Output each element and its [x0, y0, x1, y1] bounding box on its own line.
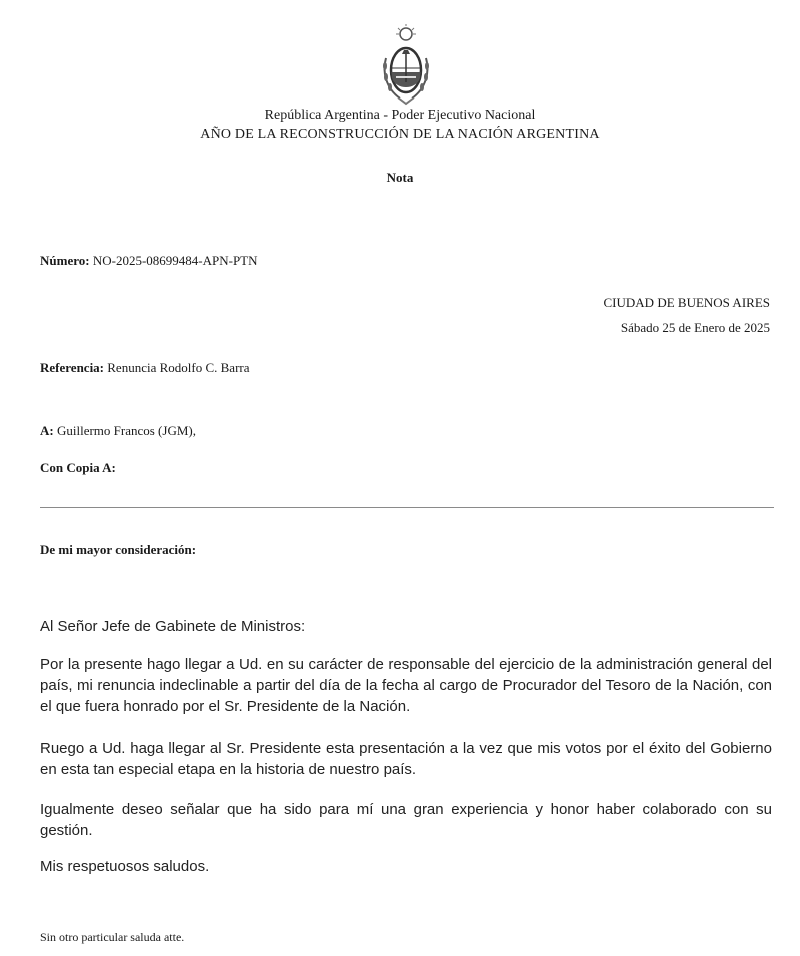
salutation: De mi mayor consideración: — [40, 542, 197, 557]
recipient-field — [40, 423, 196, 439]
divider — [40, 507, 774, 508]
numero-label: Número: — [40, 253, 90, 268]
referencia-field — [40, 360, 250, 376]
regards: Mis respetuosos saludos. — [40, 858, 210, 875]
paragraph-request: Ruego a Ud. haga llegar al Sr. Presidente esta presentación a la vez que mis votos por el éxito del Gobierno en esta tan especial etapa en la historia de nuestro país. — [40, 740, 772, 778]
copy-field — [40, 460, 116, 476]
recipient-label: A: — [40, 423, 54, 438]
closing-line: Sin otro particular saluda atte. — [40, 930, 185, 944]
document-date: Sábado 25 de Enero de 2025 — [620, 320, 770, 335]
addressee: Al Señor Jefe de Gabinete de Ministros: — [40, 618, 306, 635]
numero-value: NO-2025-08699484-APN-PTN — [92, 253, 258, 268]
copy-label: Con Copia A: — [40, 460, 116, 475]
paragraph-resignation: Por la presente hago llegar a Ud. en su carácter de responsable del ejercicio de la administración general del país, mi renuncia indeclinable a partir del día de la fecha al cargo de Procurador del Tesoro de la Nación, con el que fuera honrado por el Sr. Presidente de la Nación. — [40, 656, 772, 715]
referencia-value: Renuncia Rodolfo C. Barra — [107, 360, 250, 375]
header-year-motto: AÑO DE LA RECONSTRUCCIÓN DE LA NACIÓN ARGENTINA — [200, 127, 600, 142]
recipient-value: Guillermo Francos (JGM), — [56, 423, 196, 438]
numero-field — [40, 253, 258, 269]
referencia-label: Referencia: — [40, 360, 105, 375]
document-type-title: Nota — [386, 170, 414, 185]
paragraph-gratitude: Igualmente deseo señalar que ha sido para mí una gran experiencia y honor haber colaborado con su gestión. — [40, 801, 772, 839]
city: CIUDAD DE BUENOS AIRES — [603, 295, 770, 310]
header-institution: República Argentina - Poder Ejecutivo Nacional — [264, 108, 536, 123]
coat-of-arms-icon — [378, 22, 434, 106]
